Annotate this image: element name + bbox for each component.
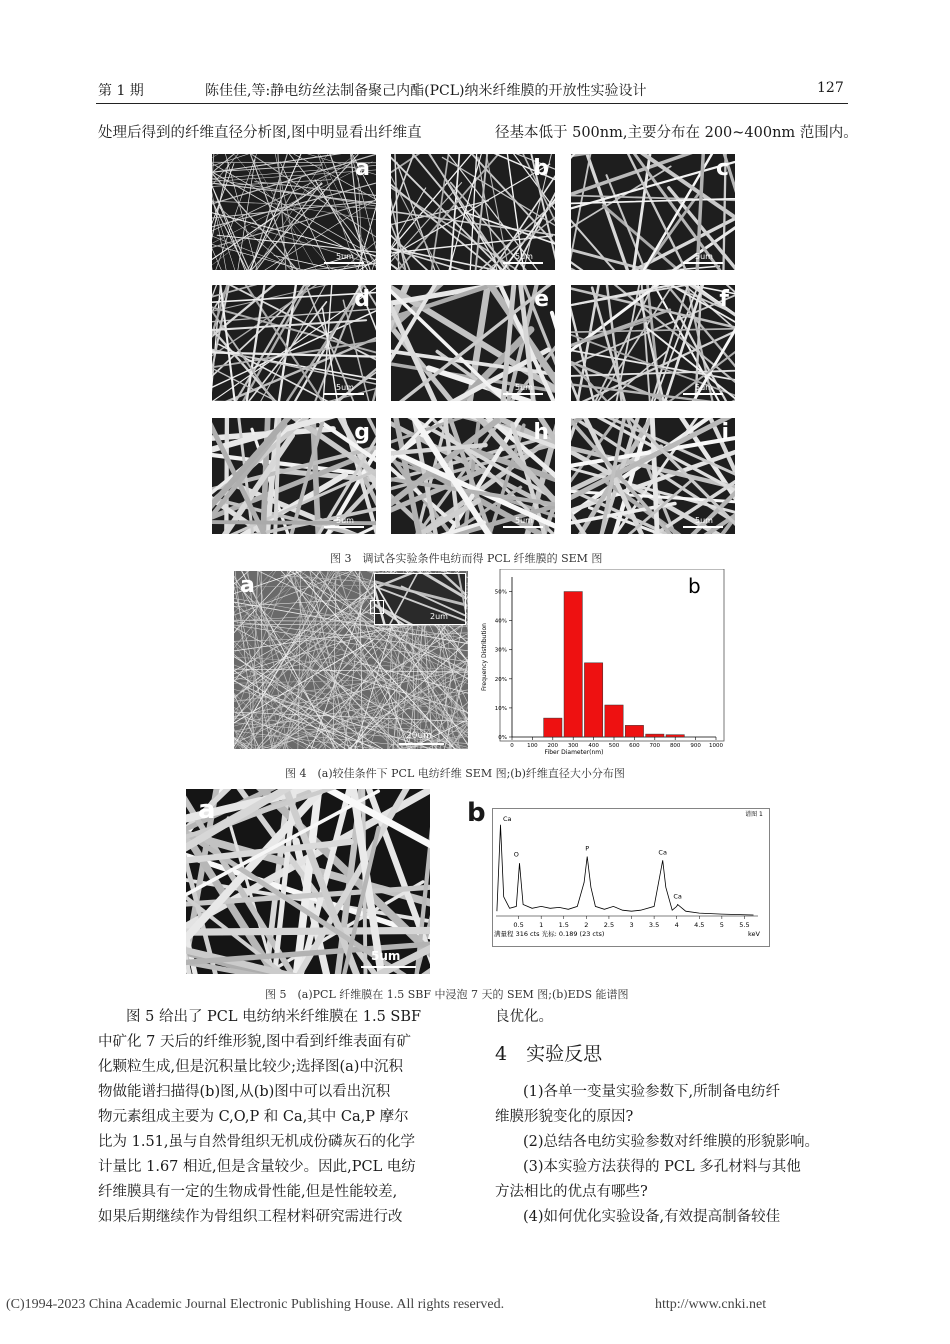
paragraph-line: 物做能谱扫描得(b)图,从(b)图中可以看出沉积	[98, 1084, 391, 1100]
left-column-text	[98, 1005, 421, 1230]
scale-label: 5um	[515, 383, 533, 392]
panel-letter: e	[534, 287, 549, 312]
panel-letter: c	[715, 156, 729, 181]
x-tick-label: 300	[567, 743, 579, 749]
source-url: http://www.cnki.net	[655, 1297, 767, 1312]
sem-panel-h	[391, 418, 555, 534]
sem-panel-g	[212, 418, 376, 534]
figure-5-caption: 图 5 (a)PCL 纤维膜在 1.5 SBF 中浸泡 7 天的 SEM 图;(b)EDS 能谱图	[265, 988, 629, 1001]
section-title: 4 实验反思	[495, 1043, 603, 1065]
panel-letter: b	[533, 156, 549, 181]
figure-4-caption: 图 4 (a)较佳条件下 PCL 电纺纤维 SEM 图;(b)纤维直径大小分布图	[285, 767, 625, 780]
inset-region-marker	[370, 600, 384, 614]
x-tick-label: 900	[690, 743, 701, 749]
scale-bar	[361, 966, 416, 968]
x-tick-label: 4.5	[694, 921, 705, 929]
histogram-bar	[666, 735, 684, 737]
scale-label: 5um	[371, 949, 401, 963]
intro-right: 径基本低于 500nm,主要分布在 200~400nm 范围内。	[495, 125, 858, 141]
x-tick-label: 800	[669, 743, 681, 749]
x-tick-label: 100	[527, 743, 538, 749]
page-number: 127	[817, 80, 844, 96]
copyright-notice: (C)1994-2023 China Academic Journal Electronic Publishing House. All rights reserved.	[6, 1297, 505, 1312]
panel-letter: i	[721, 420, 729, 445]
paragraph-line: 中矿化 7 天后的纤维形貌,图中看到纤维表面有矿	[98, 1034, 412, 1050]
panel-letter-b: b	[467, 798, 486, 828]
scale-label: 5um	[515, 516, 533, 525]
scale-bar	[503, 393, 543, 395]
question-line: (3)本实验方法获得的 PCL 多孔材料与其他	[523, 1159, 801, 1175]
question-line: 维膜形貌变化的原因?	[495, 1109, 634, 1125]
x-tick-label: 2	[584, 921, 589, 929]
x-tick-label: 5.5	[739, 921, 750, 929]
histogram-bar	[646, 734, 664, 737]
intro-left: 处理后得到的纤维直径分析图,图中明显看出纤维直	[98, 125, 422, 141]
x-tick-label: 0.5	[513, 921, 524, 929]
paragraph-line: 物元素组成主要为 C,O,P 和 Ca,其中 Ca,P 摩尔	[98, 1109, 409, 1125]
header-rule	[96, 103, 848, 104]
peak-label: Ca	[673, 892, 682, 901]
scale-label: 5um	[336, 252, 354, 261]
paragraph-line: 化颗粒生成,但是沉积量比较少;选择图(a)中沉积	[98, 1059, 403, 1075]
scale-bar	[683, 526, 723, 528]
sem-panel-i	[571, 418, 735, 534]
spectrum-label: 谱图 1	[745, 811, 763, 818]
x-tick-label: 3.5	[648, 921, 660, 929]
panel-letter: a	[355, 156, 370, 181]
x-tick-label: 1.5	[558, 921, 569, 929]
y-tick-label: 10%	[494, 705, 507, 712]
scale-label: 5um	[695, 516, 713, 525]
fiber-diameter-histogram	[476, 569, 726, 755]
question-line: (4)如何优化实验设备,有效提高制备较佳	[523, 1209, 781, 1225]
spectrum-footer: 满量程 316 cts 光标: 0.189 (23 cts)	[494, 930, 605, 938]
peak-label: Ca	[503, 814, 512, 823]
y-axis-label: Frequency Distribution	[481, 623, 488, 691]
right-column-items	[495, 1080, 819, 1230]
eds-spectrum-plot	[492, 808, 770, 948]
panel-letter: a	[240, 573, 255, 598]
sem-panel-e	[391, 285, 555, 401]
sem-panel-b	[391, 154, 555, 270]
panel-letter: b	[688, 574, 701, 598]
paragraph-line: 如果后期继续作为骨组织工程材料研究需进行改	[98, 1209, 403, 1225]
paragraph-line: 比为 1.51,虽与自然骨组织无机成份磷灰石的化学	[98, 1134, 416, 1150]
histogram-bar	[584, 663, 602, 737]
scale-label: 5um	[515, 252, 533, 261]
x-tick-label: 1	[539, 921, 544, 929]
peak-label: P	[585, 844, 590, 853]
peak-label: O	[513, 850, 519, 859]
x-tick-label: 3	[629, 921, 634, 929]
sem-panel-c	[571, 154, 735, 270]
x-tick-label: 500	[608, 743, 620, 749]
figure-5a-sem-image	[186, 789, 430, 974]
x-tick-label: 1000	[709, 743, 723, 749]
panel-letter: a	[198, 795, 216, 825]
panel-letter: d	[354, 287, 370, 312]
sem-panel-a	[212, 154, 376, 270]
journal-issue: 第 1 期	[98, 83, 144, 99]
inset-scale-label: 2um	[430, 612, 448, 621]
scale-label: 5um	[695, 383, 713, 392]
y-tick-label: 40%	[494, 618, 507, 625]
y-tick-label: 50%	[494, 589, 507, 596]
fiber-texture	[186, 789, 430, 974]
sem-panel-f	[571, 285, 735, 401]
figure-3-caption: 图 3 调试各实验条件电纺而得 PCL 纤维膜的 SEM 图	[330, 552, 603, 565]
x-tick-label: 5	[719, 921, 724, 929]
scale-bar	[324, 526, 364, 528]
figure-4a-sem-image	[234, 571, 468, 749]
scale-label: 5um	[695, 252, 713, 261]
question-line: (2)总结各电纺实验参数对纤维膜的形貌影响。	[523, 1134, 820, 1150]
figure-5b-eds-spectrum	[492, 808, 770, 948]
figure-4b-chart	[476, 569, 726, 755]
x-tick-label: 400	[588, 743, 599, 749]
paragraph-line: 计量比 1.67 相近,但是含量较少。因此,PCL 电纺	[98, 1159, 416, 1175]
inset-magnified-image	[374, 573, 466, 625]
scale-bar	[324, 393, 364, 395]
x-unit-label: keV	[748, 930, 760, 938]
histogram-bar	[625, 725, 643, 737]
scale-bar	[503, 262, 543, 264]
scale-bar	[399, 743, 444, 745]
scale-bar	[683, 393, 723, 395]
scale-bar	[683, 262, 723, 264]
x-tick-label: 0	[510, 743, 514, 749]
question-line: 方法相比的优点有哪些?	[495, 1184, 648, 1200]
right-column-continuation: 良优化。	[495, 1009, 553, 1025]
x-axis-label: Fiber Diameter(nm)	[544, 749, 604, 755]
x-tick-label: 600	[629, 743, 640, 749]
peak-label: Ca	[658, 848, 667, 857]
sem-panel-d	[212, 285, 376, 401]
x-tick-label: 4	[674, 921, 679, 929]
panel-letter: h	[533, 420, 549, 445]
x-tick-label: 200	[547, 743, 559, 749]
y-tick-label: 20%	[494, 676, 507, 683]
question-line: (1)各单一变量实验参数下,所制备电纺纤	[523, 1084, 781, 1100]
histogram-bar	[605, 705, 623, 737]
histogram-bar	[564, 592, 582, 737]
scale-bar	[503, 526, 543, 528]
y-tick-label: 0%	[498, 735, 507, 741]
scale-bar	[324, 262, 364, 264]
x-tick-label: 700	[649, 743, 661, 749]
paragraph-line: 纤维膜具有一定的生物成骨性能,但是性能较差,	[98, 1184, 398, 1200]
panel-letter: g	[354, 420, 370, 445]
y-tick-label: 30%	[494, 647, 507, 654]
scale-label: 5um	[336, 383, 354, 392]
x-tick-label: 2.5	[603, 921, 615, 929]
paragraph-line: 图 5 给出了 PCL 电纺纳米纤维膜在 1.5 SBF	[126, 1009, 422, 1025]
histogram-bar	[544, 718, 562, 737]
panel-letter: f	[719, 287, 729, 312]
running-title: 陈佳佳,等:静电纺丝法制备聚己内酯(PCL)纳米纤维膜的开放性实验设计	[205, 83, 647, 99]
scale-label: 20um	[406, 731, 432, 741]
scale-label: 5um	[336, 516, 354, 525]
